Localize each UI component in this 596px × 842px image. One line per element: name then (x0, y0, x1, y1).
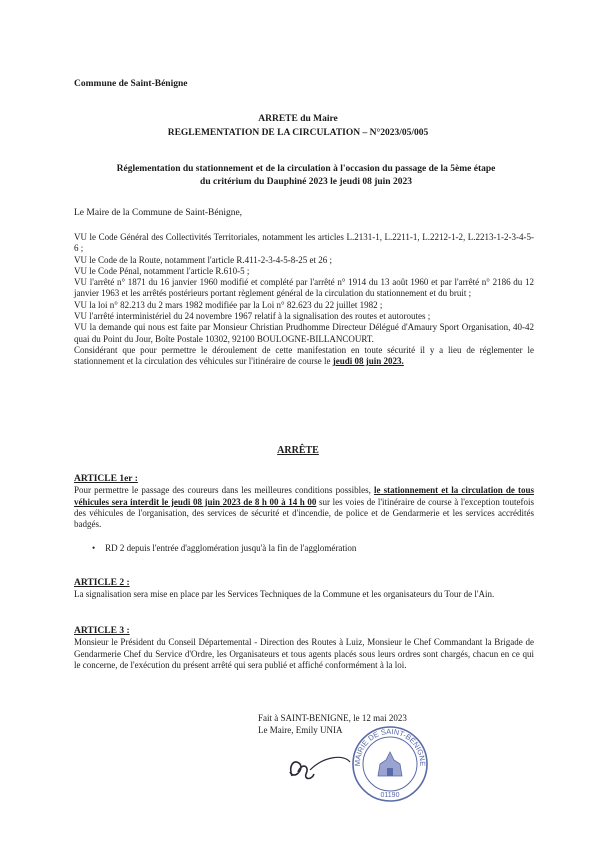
article-1-text-start: Pour permettre le passage des coureurs dans les meilleures conditions possibles, (74, 485, 374, 496)
subject-line-1: Réglementation du stationnement et de la circulation à l'occasion du passage de la 5ème étape (116, 164, 496, 174)
bullet-icon: • (92, 543, 96, 553)
article-3-heading: ARTICLE 3 : (74, 626, 130, 636)
decree-number: REGLEMENTATION DE LA CIRCULATION – N°2023/05/005 (167, 128, 429, 138)
mairie-stamp (350, 724, 430, 804)
article-1-text (74, 485, 534, 530)
visa-item: VU le Code Général des Collectivités Territoriales, notamment les articles L.2131-1, L.2211-1, L.2212-1-2, L.2213-1-2-3-4-5-6 ; (74, 232, 534, 254)
article-1-emphasis: le stationnement et la circulation de tous véhicules sera interdit le jeudi 08 juin 2023 de 8 h 00 à 14 h 00 (74, 485, 534, 507)
visas-section (74, 232, 534, 368)
article-2-text: La signalisation sera mise en place par les Services Techniques de la Commune et les organisateurs du Tour de l'Ain. (74, 589, 495, 600)
article-1-bullet (92, 543, 356, 553)
signatory: Le Maire, Emily UNIA (258, 724, 343, 735)
stamp-code: 01190 (380, 792, 400, 799)
visa-item: VU l'arrêté interministériel du 24 novembre 1967 relatif à la signalisation des routes et autoroutes ; (74, 311, 431, 322)
subject-line-2: du critérium du Dauphiné 2023 le jeudi 08 juin 2023 (200, 176, 412, 187)
article-1-heading: ARTICLE 1er : (74, 474, 138, 484)
decree-subject (78, 163, 534, 188)
article-1-text-end: sur les voies de l'itinéraire de course à l'exception toutefois des véhicules de l'organisation, des services de sécurité et d'incendie, de police et de Gendarmerie et les services accrédités badgés. (74, 496, 534, 530)
visa-item: VU l'arrêté n° 1871 du 16 janvier 1960 modifié et complété par l'arrêté n° 1914 du 13 août 1960 et par l'arrêté n° 2186 du 12 janvier 1963 et les arrêtés postérieurs portant règlement général de la circulation du stationnement et du bruit ; (74, 277, 534, 299)
considerant-paragraph (74, 345, 534, 368)
article-3-text: Monsieur le Président du Conseil Départemental - Direction des Routes à Luiz, Monsieur le Chef Commandant la Brigade de Gendarmerie Chef du Service d'Ordre, les Organisateurs et tous agents placés sous leurs ordres sont chargés, chacun en ce qui le concerne, de l'exécution du présent arrêté qui sera publié et affiché conformément à la loi. (74, 637, 534, 670)
visa-item: VU le Code de la Route, notamment l'article R.411-2-3-4-5-8-25 et 26 ; (74, 254, 332, 265)
article-2 (74, 578, 534, 601)
considerant-date: jeudi 08 juin 2023. (332, 356, 404, 367)
handwritten-signature (284, 736, 354, 796)
stamp-text: MAIRIE DE SAINT-BÉNIGNE (352, 726, 428, 767)
commune-name: Commune de Saint-Bénigne (74, 79, 188, 89)
decree-title: ARRETE du Maire (258, 114, 338, 124)
considerant-text: Considérant que pour permettre le déroulement de cette manifestation en toute sécurité il y a lieu de réglementer le stationnement et la circulation des véhicules sur l'itinéraire de course le (74, 344, 534, 367)
article-3 (74, 626, 534, 671)
article-1 (74, 474, 534, 530)
visa-item: VU la demande qui nous est faite par Monsieur Christian Prudhomme Directeur Délégué d'Amaury Sport Organisation, 40-42 quai du Point du Jour, Boîte Postale 10302, 92100 BOULOGNE-BILLANCOURT. (74, 322, 534, 344)
visa-item: VU la loi n° 82.213 du 2 mars 1982 modifiée par la Loi n° 82.623 du 22 juillet 1982 ; (74, 299, 383, 310)
article-2-heading: ARTICLE 2 : (74, 578, 130, 588)
visa-item: VU le Code Pénal, notamment l'article R.610-5 ; (74, 265, 250, 276)
place-date: Fait à SAINT-BENIGNE, le 12 mai 2023 (258, 713, 407, 723)
intro-line: Le Maire de la Commune de Saint-Bénigne, (74, 208, 243, 218)
arrete-heading: ARRÊTE (277, 445, 319, 456)
bullet-text: RD 2 depuis l'entrée d'agglomération jusqu'à la fin de l'agglomération (105, 543, 357, 553)
